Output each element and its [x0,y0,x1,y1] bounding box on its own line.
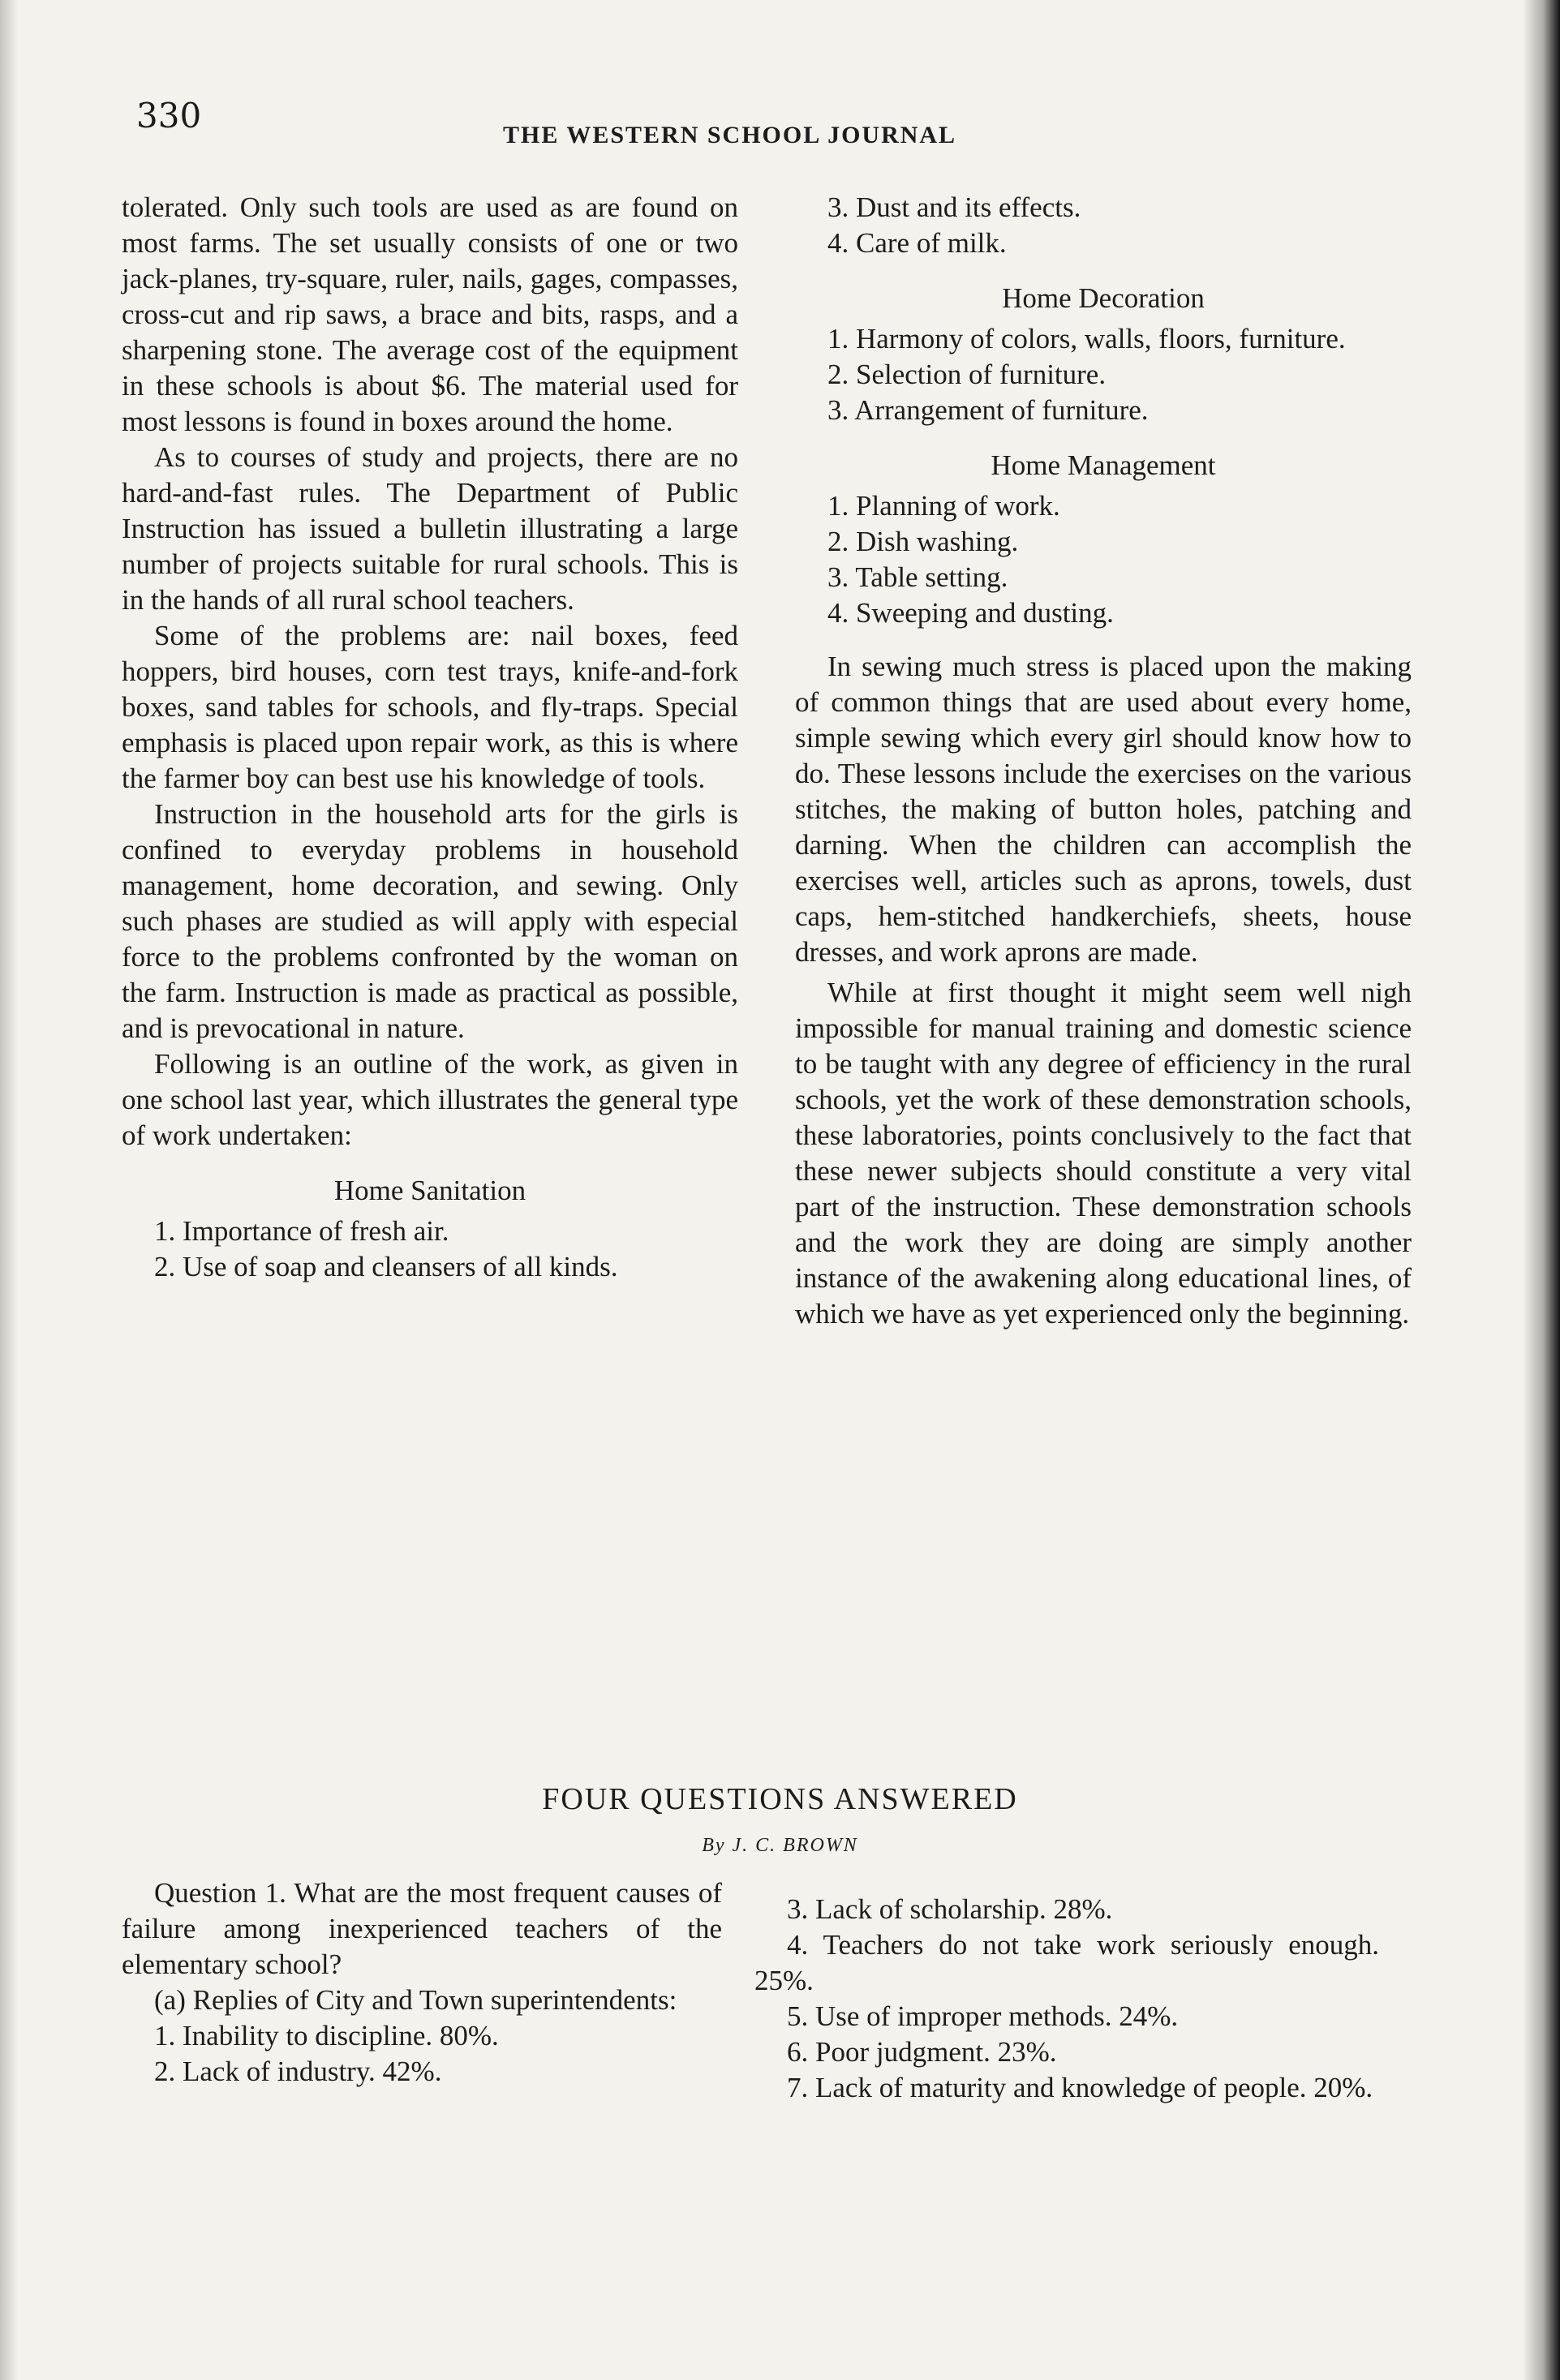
section-heading: Home Decoration [1002,282,1205,314]
sub-heading: (a) Replies of City and Town superintendents: [154,1984,677,2016]
paragraph: As to courses of study and projects, there are no hard-and-fast rules. The Department of Public Instruction has issued a bulletin illustrating a large number of projects suitable for rural schools. This is in the hands of all rural school teachers. [122,441,738,616]
section-heading: Home Management [991,449,1216,481]
list-item: 3. Dust and its effects. [827,191,1081,223]
list-item: 1. Inability to discipline. 80%. [154,2020,499,2051]
questions-right-column [754,1892,1379,2106]
paragraph: Following is an outline of the work, as given in one school last year, which illustrates the general type of work undertaken: [122,1048,738,1151]
list-item: 6. Poor judgment. 23%. [787,2036,1057,2068]
list-item: 2. Use of soap and cleansers of all kinds. [154,1251,618,1282]
list-item: 1. Harmony of colors, walls, floors, furniture. [827,323,1346,354]
list-item: 4. Sweeping and dusting. [827,597,1114,629]
scan-right-edge [1523,0,1560,2380]
article-left-column [122,190,738,1285]
list-item: 1. Importance of fresh air. [154,1215,449,1247]
paragraph: Instruction in the household arts for the girls is confined to everyday problems in household management, home decoration, and sewing. Only such phases are studied as will apply with especial force to the problems confronted by the woman on the farm. Instruction is made as practical as possible, and is prevocational in nature. [122,798,738,1044]
list-item: 2. Dish washing. [827,526,1019,557]
running-title: THE WESTERN SCHOOL JOURNAL [503,122,957,148]
list-item: 5. Use of improper methods. 24%. [787,2000,1179,2032]
page-number: 330 [136,96,202,135]
article-title: FOUR QUESTIONS ANSWERED [542,1782,1018,1816]
paragraph: In sewing much stress is placed upon the making of common things that are used about every home, simple sewing which every girl should know how to do. These lessons include the exercises on the various stitches, the making of button holes, patching and darning. When the children can accomplish the exercises well, articles such as aprons, towels, dust caps, hem-stitched handkerchiefs, sheets, house dresses, and work aprons are made. [795,651,1412,968]
list-item: 2. Lack of industry. 42%. [154,2056,442,2087]
byline: By J. C. BROWN [702,1835,858,1856]
list-item: 3. Lack of scholarship. 28%. [787,1893,1113,1925]
paragraph: While at first thought it might seem well nigh impossible for manual training and domestic science to be taught with any degree of efficiency in the rural schools, yet the work of these demonstration schools, these laboratories, points conclusively to the fact that these newer subjects should constitute a very vital part of the instruction. These demonstration schools and the work they are doing are simply another instance of the awakening along educational lines, of which we have as yet experienced only the beginning. [795,977,1412,1330]
paragraph: Some of the problems are: nail boxes, feed hoppers, bird houses, corn test trays, knife-and-fork boxes, sand tables for schools, and fly-traps. Special emphasis is placed upon repair work, as this is where the farmer boy can best use his knowledge of tools. [122,620,738,794]
question: Question 1. What are the most frequent causes of failure among inexperienced teachers of the elementary school? [122,1877,722,1980]
list-item: 7. Lack of maturity and knowledge of people. 20%. [787,2072,1373,2103]
list-item: 1. Planning of work. [827,490,1060,522]
article-right-column [795,190,1412,1332]
list-item: 2. Selection of furniture. [827,359,1107,390]
list-item: 3. Table setting. [827,561,1008,593]
section-heading: Home Sanitation [333,1175,526,1206]
paragraph: tolerated. Only such tools are used as are found on most farms. The set usually consists of one or two jack-planes, try-square, ruler, nails, gages, compasses, cross-cut and rip saws, a brace and bits, rasps, and a sharpening stone. The average cost of the equipment in these schools is about $6. The material used for most lessons is found in boxes around the home. [122,191,738,437]
list-item: 4. Care of milk. [827,227,1007,259]
list-item: 4. Teachers do not take work seriously enough. 25%. [754,1929,1379,1996]
scan-left-edge [0,0,18,2380]
questions-left-column [122,1875,722,2090]
list-item: 3. Arrangement of furniture. [827,394,1149,426]
